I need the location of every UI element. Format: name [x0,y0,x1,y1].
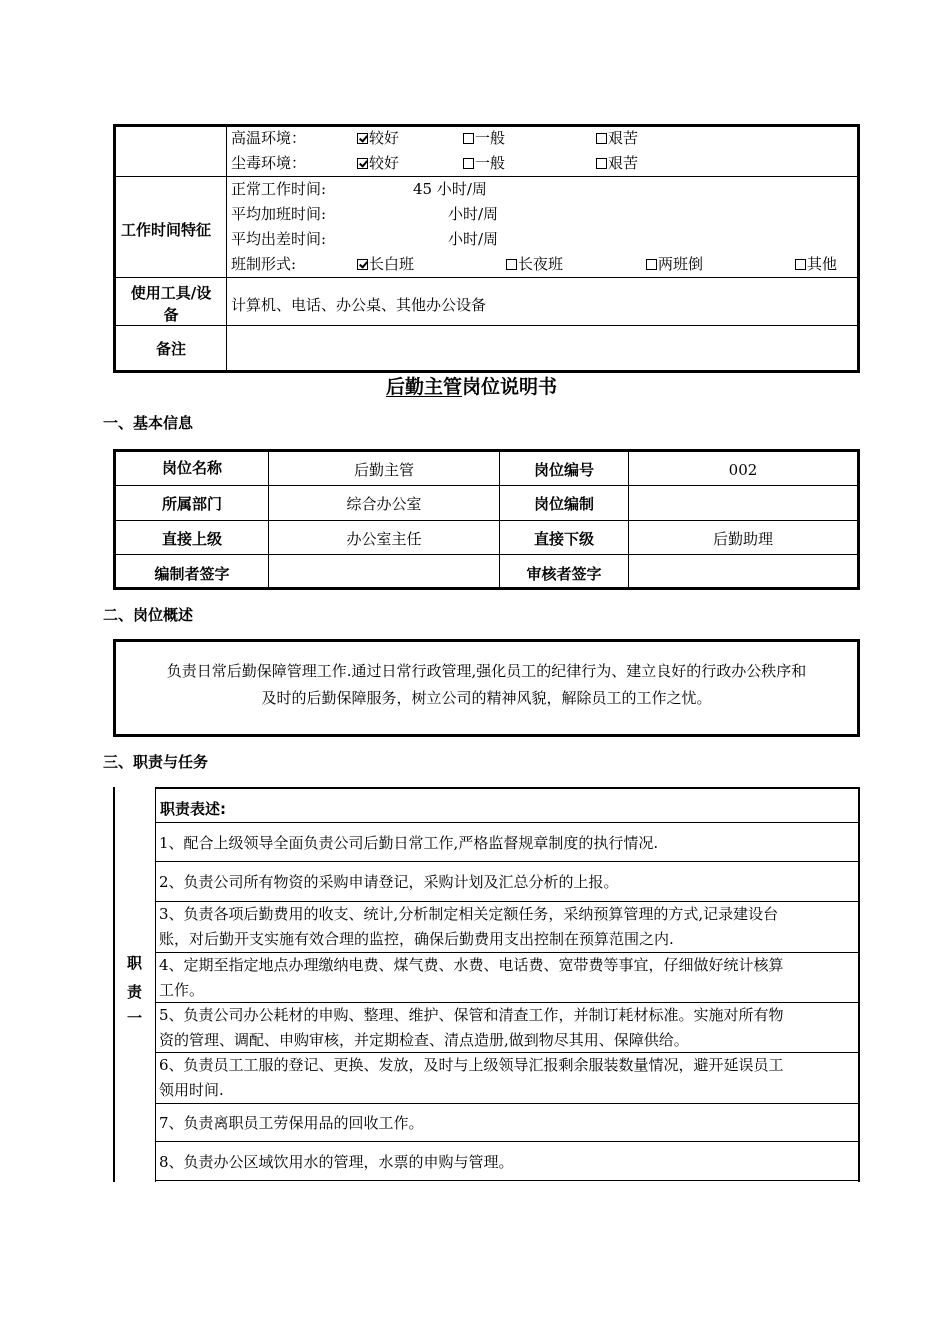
title-rest: 岗位说明书 [462,376,558,398]
label-position-number: 岗位编号 [533,461,594,479]
duty-side-label-1: 职 [127,954,143,972]
label-position-name: 岗位名称 [161,459,222,477]
duty-item-6-line-2: 领用时间. [159,1081,224,1099]
label-headcount: 岗位编制 [533,495,594,513]
duty-item-4-line-2: 工作。 [159,981,205,999]
shift-option-two-shift[interactable] [646,254,703,274]
shift-option-night[interactable] [506,254,563,274]
duty-item-2: 2、负责公司所有物资的采购申请登记，采购计划及汇总分析的上报。 [159,873,619,891]
option-normal[interactable] [463,128,505,148]
label-department: 所属部门 [161,495,222,513]
duty-item-8: 8、负责办公区域饮用水的管理，水票的申购与管理。 [159,1153,514,1171]
duty-header: 职责表述: [160,800,226,818]
value-position-number: 002 [728,461,758,479]
title-underlined: 后勤主管 [386,376,463,398]
section-title-duties: 三、职责与任务 [103,753,209,771]
option-label: 长白班 [369,255,415,273]
travel-label: 平均出差时间: [231,230,327,248]
value-supervisor: 办公室主任 [346,530,422,548]
label-author-signature: 编制者签字 [154,565,230,583]
page-title [386,374,557,400]
shift-label: 班制形式: [231,255,297,273]
checkbox-icon [646,259,657,270]
checkbox-icon [463,158,474,169]
label-reviewer-signature: 审核者签字 [526,565,602,583]
overview-line-2: 及时的后勤保障服务，树立公司的精神风貌，解除员工的工作之忧。 [261,689,712,707]
checkbox-icon [506,259,517,270]
option-hard[interactable] [596,153,638,173]
value-subordinate: 后勤助理 [712,530,773,548]
option-label: 较好 [369,154,400,172]
checkbox-checked-icon [357,158,368,169]
checkbox-icon [463,133,474,144]
value-position-name: 后勤主管 [353,461,414,479]
value-department: 综合办公室 [346,495,422,513]
normal-hours-value: 45 小时/周 [413,180,487,198]
checkbox-icon [596,158,607,169]
option-label: 一般 [475,154,506,172]
tools-label-line1: 使用工具/设 [130,284,212,302]
duty-item-5-line-1: 5、负责公司办公耗材的申购、整理、维护、保管和清查工作，并制订耗材标准。实施对所有物 [159,1006,784,1024]
duty-side-label-2: 责 [127,983,143,1001]
duty-item-3-line-2: 账，对后勤开支实施有效合理的监控，确保后勤费用支出控制在预算范围之内. [159,930,674,948]
travel-value: 小时/周 [448,230,499,248]
section-title-overview: 二、岗位概述 [103,606,194,624]
duty-item-4-line-1: 4、定期至指定地点办理缴纳电费、煤气费、水费、电话费、宽带费等事宜，仔细做好统计核算 [159,956,784,974]
duty-item-5-line-2: 资的管理、调配、申购审核，并定期检查、清点造册,做到物尽其用、保障供给。 [159,1031,689,1049]
option-hard[interactable] [596,128,638,148]
work-time-label: 工作时间特征 [121,221,212,239]
label-supervisor: 直接上级 [161,530,222,548]
env-label: 尘毒环境： [231,154,307,172]
checkbox-icon [596,133,607,144]
checkbox-icon [795,259,806,270]
checkbox-checked-icon [357,133,368,144]
option-label: 较好 [369,129,400,147]
option-label: 两班倒 [658,255,704,273]
shift-option-day[interactable] [357,254,414,274]
duty-item-3-line-1: 3、负责各项后勤费用的收支、统计,分析制定相关定额任务，采纳预算管理的方式,记录建设台 [159,905,779,923]
remarks-label: 备注 [155,340,186,358]
option-label: 艰苦 [608,129,639,147]
tools-value: 计算机、电话、办公桌、其他办公设备 [231,296,487,314]
option-label: 艰苦 [608,154,639,172]
option-good[interactable] [357,153,399,173]
duty-item-1: 1、配合上级领导全面负责公司后勤日常工作,严格监督规章制度的执行情况. [159,834,659,852]
tools-label-line2: 备 [163,306,179,324]
overtime-label: 平均加班时间: [231,205,327,223]
option-label: 一般 [475,129,506,147]
shift-option-other[interactable] [795,254,837,274]
env-label: 高温环境： [231,129,307,147]
section-title-basic-info: 一、基本信息 [103,414,194,432]
overtime-value: 小时/周 [448,205,499,223]
duty-item-7: 7、负责离职员工劳保用品的回收工作。 [159,1114,424,1132]
option-label: 长夜班 [518,255,564,273]
normal-hours-label: 正常工作时间: [231,180,327,198]
label-subordinate: 直接下级 [533,530,594,548]
duty-item-6-line-1: 6、负责员工工服的登记、更换、发放，及时与上级领导汇报剩余服装数量情况，避开延误员工 [159,1056,784,1074]
checkbox-checked-icon [357,259,368,270]
overview-line-1: 负责日常后勤保障管理工作.通过日常行政管理,强化员工的纪律行为、建立良好的行政办公秩序和 [166,662,807,680]
option-normal[interactable] [463,153,505,173]
option-label: 其他 [807,255,838,273]
option-good[interactable] [357,128,399,148]
duty-side-label-3: 一 [127,1009,143,1027]
